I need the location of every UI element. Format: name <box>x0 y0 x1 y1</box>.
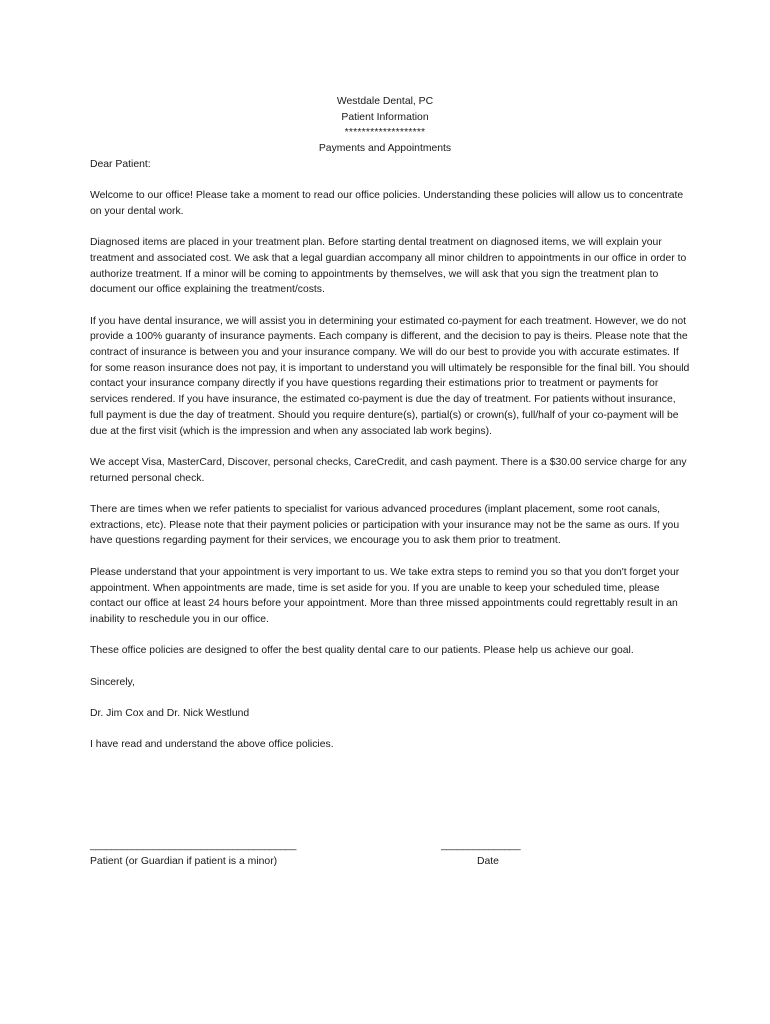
document-header <box>0 94 770 157</box>
form-title: Patient Information <box>341 111 429 123</box>
policy-body <box>90 188 690 769</box>
header-divider: ******************* <box>344 127 426 139</box>
appointments-paragraph: Please understand that your appointment is very important to us. We take extra steps to remind you so that you don't forget your appointment. When appointments are made, time is set aside for you. If you are unable to keep your scheduled time, please contact our office at least 24 hours before your appointment. More than three missed appointments could regrettably result in an inability to reschedule you in our office. <box>90 566 680 625</box>
specialist-paragraph: There are times when we refer patients to specialist for various advanced procedures (implant placement, some root canals, extractions, etc). Please note that their payment policies or participation with your insurance may not be the same as ours. If you have questions regarding payment for their services, we encourage you to ask them prior to treatment. <box>90 504 680 547</box>
patient-signature-caption: Patient (or Guardian if patient is a minor) <box>90 855 278 867</box>
date-signature-block <box>441 838 520 869</box>
patient-signature-block <box>90 838 296 869</box>
practice-name: Westdale Dental, PC <box>336 96 434 107</box>
welcome-paragraph: Welcome to our office! Please take a moment to read our office policies. Understanding these policies will allow us to concentrate on your dental work. <box>90 190 684 217</box>
section-title: Payments and Appointments <box>318 143 452 155</box>
treatment-plan-paragraph: Diagnosed items are placed in your treatment plan. Before starting dental treatment on diagnosed items, we will explain your treatment and associated cost. We ask that a legal guardian accompany all minor children to appointments in our office in order to authorize treatment. If a minor will be coming to appointments by themselves, we will ask that you sign the treatment plan to document our office explaining the treatment/costs. <box>90 237 687 296</box>
closing-paragraph: These office policies are designed to offer the best quality dental care to our patients. Please help us achieve our goal. <box>90 645 634 657</box>
salutation: Dear Patient: <box>90 159 151 170</box>
patient-signature-line[interactable]: _______________________________________ <box>90 840 296 851</box>
date-signature-line[interactable]: _______________ <box>441 840 521 851</box>
acknowledgement-statement: I have read and understand the above office policies. <box>90 739 334 751</box>
payment-methods-paragraph: We accept Visa, MasterCard, Discover, personal checks, CareCredit, and cash payment. There is a $30.00 service charge for any returned personal check. <box>90 456 687 484</box>
sign-off: Sincerely, <box>90 676 135 688</box>
doctor-names: Dr. Jim Cox and Dr. Nick Westlund <box>90 708 250 720</box>
date-caption: Date <box>477 855 499 867</box>
insurance-paragraph: If you have dental insurance, we will assist you in determining your estimated co-payment for each treatment. However, we do not provide a 100% guaranty of insurance payments. Each company is different, and the decision to pay is theirs. Please note that the contract of insurance is between you and your insurance company. We will do our best to provide you with accurate estimates. If for some reason insurance does not pay, it is important to understand you will ultimately be responsible for the final bill. You should contact your insurance company directly if you have questions regarding their estimations prior to treatment or payments for services rendered. If you have insurance, the estimated co-payment is due the day of treatment. For patients without insurance, full payment is due the day of treatment. Should you require denture(s), partial(s) or crown(s), full/half of your co-payment will be due at the first visit (which is the impression and when any associated lab work begins). <box>90 315 690 437</box>
